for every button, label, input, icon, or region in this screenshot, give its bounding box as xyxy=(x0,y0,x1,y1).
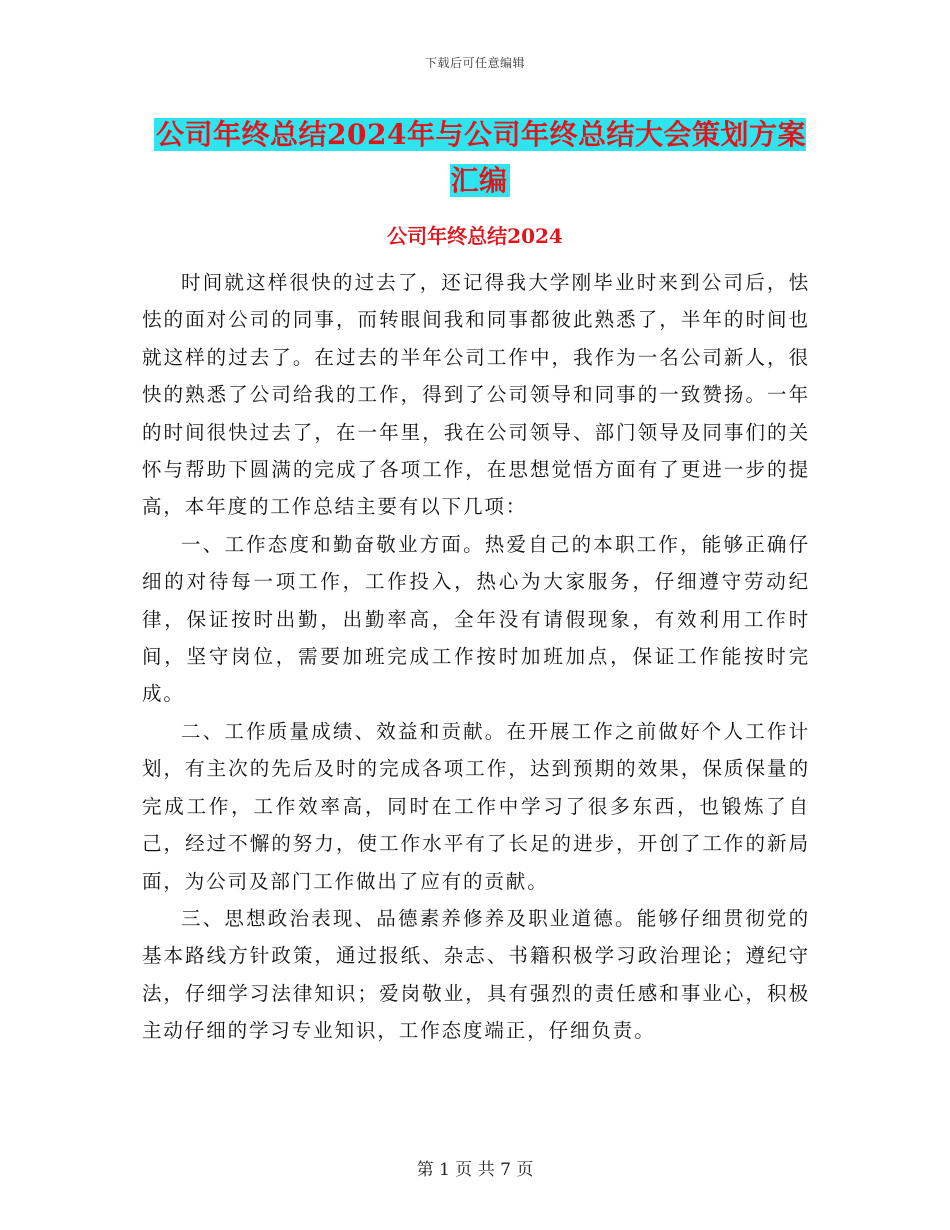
document-title xyxy=(140,112,820,204)
paragraph-intro: 时间就这样很快的过去了，还记得我大学刚毕业时来到公司后，怯怯的面对公司的同事，而转眼间我和同事都彼此熟悉了，半年的时间也就这样的过去了。在过去的半年公司工作中，我作为一名公司新人，很快的熟悉了公司给我的工作，得到了公司领导和同事的一致赞扬。一年的时间很快过去了，在一年里，我在公司领导、部门领导及同事们的关怀与帮助下圆满的完成了各项工作，在思想觉悟方面有了更进一步的提高，本年度的工作总结主要有以下几项： xyxy=(142,271,810,519)
document-title-text: 公司年终总结2024年与公司年终总结大会策划方案汇编 xyxy=(156,118,806,197)
body-text xyxy=(142,264,810,1050)
section-title: 公司年终总结2024 xyxy=(387,224,563,248)
paragraph-work-attitude: 一、工作态度和勤奋敬业方面。热爱自己的本职工作，能够正确仔细的对待每一项工作，工作投入，热心为大家服务，仔细遵守劳动纪律，保证按时出勤，出勤率高，全年没有请假现象，有效利用工作时间，坚守岗位，需要加班完成工作按时加班加点，保证工作能按时完成。 xyxy=(142,532,810,706)
paragraph-work-quality: 二、工作质量成绩、效益和贡献。在开展工作之前做好个人工作计划，有主次的先后及时的完成各项工作，达到预期的效果，保质保量的完成工作，工作效率高，同时在工作中学习了很多东西，也锻炼了自己，经过不懈的努力，使工作水平有了长足的进步，开创了工作的新局面，为公司及部门工作做出了应有的贡献。 xyxy=(142,719,810,893)
page-footer: 第 1 页 共 7 页 xyxy=(416,1160,534,1180)
header-note: 下载后可任意编辑 xyxy=(424,56,525,70)
paragraph-political-ethics: 三、思想政治表现、品德素养修养及职业道德。能够仔细贯彻党的基本路线方针政策，通过报纸、杂志、书籍积极学习政治理论；遵纪守法，仔细学习法律知识；爱岗敬业，具有强烈的责任感和事业心，积极主动仔细的学习专业知识，工作态度端正，仔细负责。 xyxy=(142,906,810,1043)
